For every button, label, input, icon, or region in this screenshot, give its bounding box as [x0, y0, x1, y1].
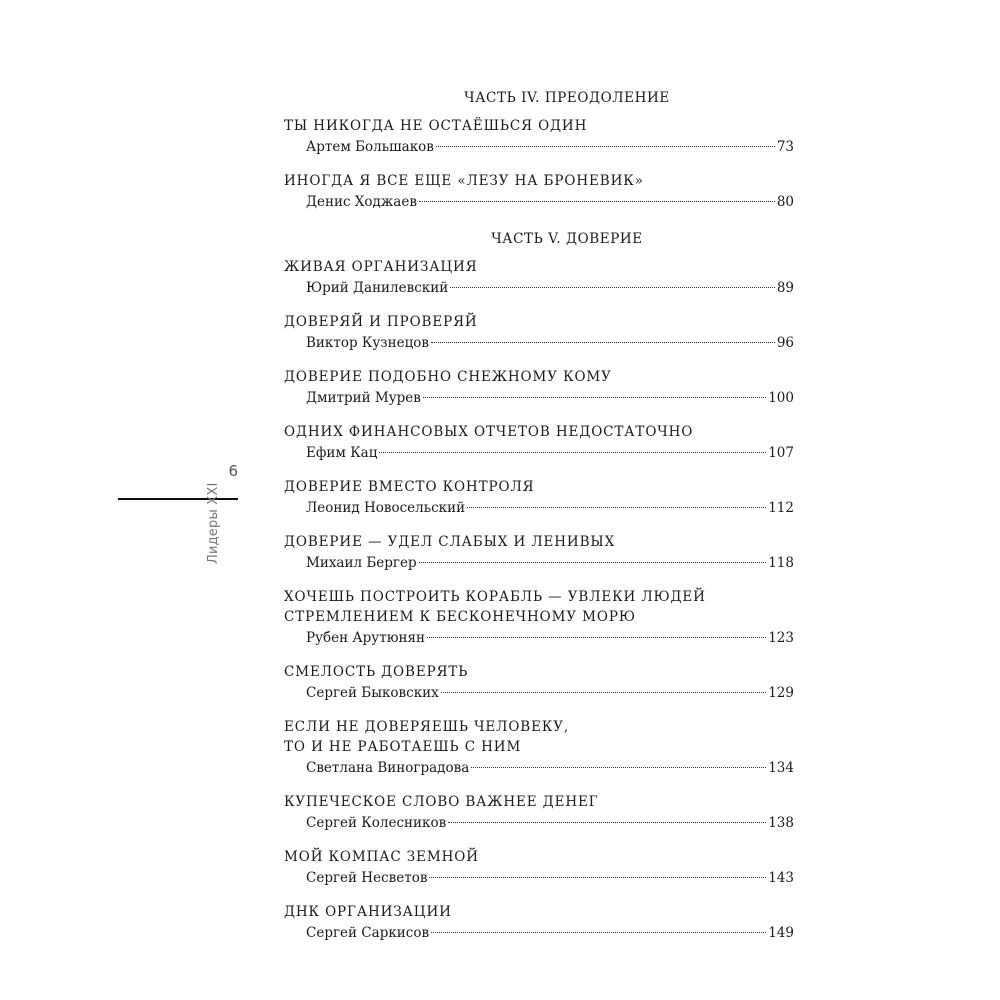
dot-leader — [379, 452, 766, 453]
page-ref: 107 — [768, 445, 794, 461]
author-name: Рубен Арутюнян — [306, 630, 425, 646]
author-name: Сергей Несветов — [306, 870, 428, 886]
dot-leader — [471, 767, 766, 768]
entry-author-row — [306, 552, 794, 576]
dot-leader — [450, 287, 775, 288]
toc-entry[interactable] — [284, 717, 794, 781]
toc-entry[interactable] — [284, 171, 794, 215]
toc-entry[interactable] — [284, 422, 794, 466]
author-name: Сергей Колесников — [306, 815, 447, 831]
table-of-contents — [284, 88, 794, 957]
dot-leader — [429, 877, 766, 878]
entry-author-row — [306, 277, 794, 301]
entry-title-line: ЖИВАЯ ОРГАНИЗАЦИЯ — [284, 259, 478, 275]
author-name: Дмитрий Мурев — [306, 390, 421, 406]
toc-entry[interactable] — [284, 257, 794, 301]
page-ref: 143 — [768, 870, 794, 886]
page-number: 6 — [228, 462, 238, 480]
page-ref: 96 — [776, 335, 794, 351]
toc-entry[interactable] — [284, 477, 794, 521]
entry-title-line: СМЕЛОСТЬ ДОВЕРЯТЬ — [284, 664, 469, 680]
author-name: Ефим Кац — [306, 445, 378, 461]
page-ref: 123 — [768, 630, 794, 646]
entry-author-row — [306, 757, 794, 781]
page-ref: 80 — [776, 194, 794, 210]
author-name: Артем Большаков — [306, 139, 434, 155]
page-ref: 138 — [768, 815, 794, 831]
entry-title-line: ДОВЕРИЕ ВМЕСТО КОНТРОЛЯ — [284, 479, 535, 495]
entry-title-line: МОЙ КОМПАС ЗЕМНОЙ — [284, 849, 479, 865]
page-margin — [118, 462, 238, 592]
entry-author-row — [306, 682, 794, 706]
author-name: Михаил Бергер — [306, 555, 417, 571]
page-ref: 134 — [768, 760, 794, 776]
toc-entry[interactable] — [284, 116, 794, 160]
dot-leader — [467, 507, 766, 508]
entry-title-line: ИНОГДА Я ВСЕ ЕЩЕ «ЛЕЗУ НА БРОНЕВИК» — [284, 173, 644, 189]
entry-author-row — [306, 867, 794, 891]
entry-title-line: ХОЧЕШЬ ПОСТРОИТЬ КОРАБЛЬ — УВЛЕКИ ЛЮДЕЙ — [284, 589, 706, 605]
toc-entry[interactable] — [284, 312, 794, 356]
toc-entry[interactable] — [284, 902, 794, 946]
page-ref: 118 — [768, 555, 794, 571]
dot-leader — [436, 146, 775, 147]
entry-author-row — [306, 387, 794, 411]
entry-author-row — [306, 627, 794, 651]
entry-title-line: ЕСЛИ НЕ ДОВЕРЯЕШЬ ЧЕЛОВЕКУ, — [284, 719, 570, 735]
entry-title-line: СТРЕМЛЕНИЕМ К БЕСКОНЕЧНОМУ МОРЮ — [284, 609, 636, 625]
author-name: Светлана Виноградова — [306, 760, 470, 776]
part-heading: ЧАСТЬ IV. ПРЕОДОЛЕНИЕ — [464, 90, 670, 106]
entry-title-line: ТО И НЕ РАБОТАЕШЬ С НИМ — [284, 739, 522, 755]
entry-title-line: ДНК ОРГАНИЗАЦИИ — [284, 904, 452, 920]
toc-entry[interactable] — [284, 662, 794, 706]
entry-title-line: ДОВЕРЯЙ И ПРОВЕРЯЙ — [284, 314, 478, 330]
entry-title-line: ТЫ НИКОГДА НЕ ОСТАЁШЬСЯ ОДИН — [284, 118, 588, 134]
page-ref: 149 — [768, 925, 794, 941]
entry-author-row — [306, 191, 794, 215]
entry-author-row — [306, 497, 794, 521]
dot-leader — [441, 692, 766, 693]
dot-leader — [419, 562, 767, 563]
page-ref: 73 — [776, 139, 794, 155]
dot-leader — [427, 637, 766, 638]
entry-author-row — [306, 332, 794, 356]
author-name: Виктор Кузнецов — [306, 335, 430, 351]
dot-leader — [448, 822, 766, 823]
author-name: Сергей Быковских — [306, 685, 439, 701]
entry-author-row — [306, 812, 794, 836]
entry-title-line: КУПЕЧЕСКОЕ СЛОВО ВАЖНЕЕ ДЕНЕГ — [284, 794, 599, 810]
part-heading: ЧАСТЬ V. ДОВЕРИЕ — [491, 231, 643, 247]
page-ref: 112 — [768, 500, 794, 516]
entry-title-line: ДОВЕРИЕ ПОДОБНО СНЕЖНОМУ КОМУ — [284, 369, 612, 385]
entry-author-row — [306, 922, 794, 946]
page-ref: 100 — [768, 390, 794, 406]
dot-leader — [423, 397, 766, 398]
toc-entry[interactable] — [284, 847, 794, 891]
entry-author-row — [306, 442, 794, 466]
page-ref: 129 — [768, 685, 794, 701]
dot-leader — [431, 342, 775, 343]
page-ref: 89 — [776, 280, 794, 296]
entry-title-line: ОДНИХ ФИНАНСОВЫХ ОТЧЕТОВ НЕДОСТАТОЧНО — [284, 424, 694, 440]
dot-leader — [419, 201, 775, 202]
toc-entry[interactable] — [284, 792, 794, 836]
author-name: Сергей Саркисов — [306, 925, 430, 941]
author-name: Денис Ходжаев — [306, 194, 417, 210]
toc-entry[interactable] — [284, 367, 794, 411]
toc-entry[interactable] — [284, 532, 794, 576]
dot-leader — [431, 932, 766, 933]
entry-title-line: ДОВЕРИЕ — УДЕЛ СЛАБЫХ И ЛЕНИВЫХ — [284, 534, 616, 550]
toc-entry[interactable] — [284, 587, 794, 651]
author-name: Юрий Данилевский — [306, 280, 449, 296]
running-title: Лидеры XXI — [206, 482, 221, 564]
entry-author-row — [306, 136, 794, 160]
author-name: Леонид Новосельский — [306, 500, 466, 516]
